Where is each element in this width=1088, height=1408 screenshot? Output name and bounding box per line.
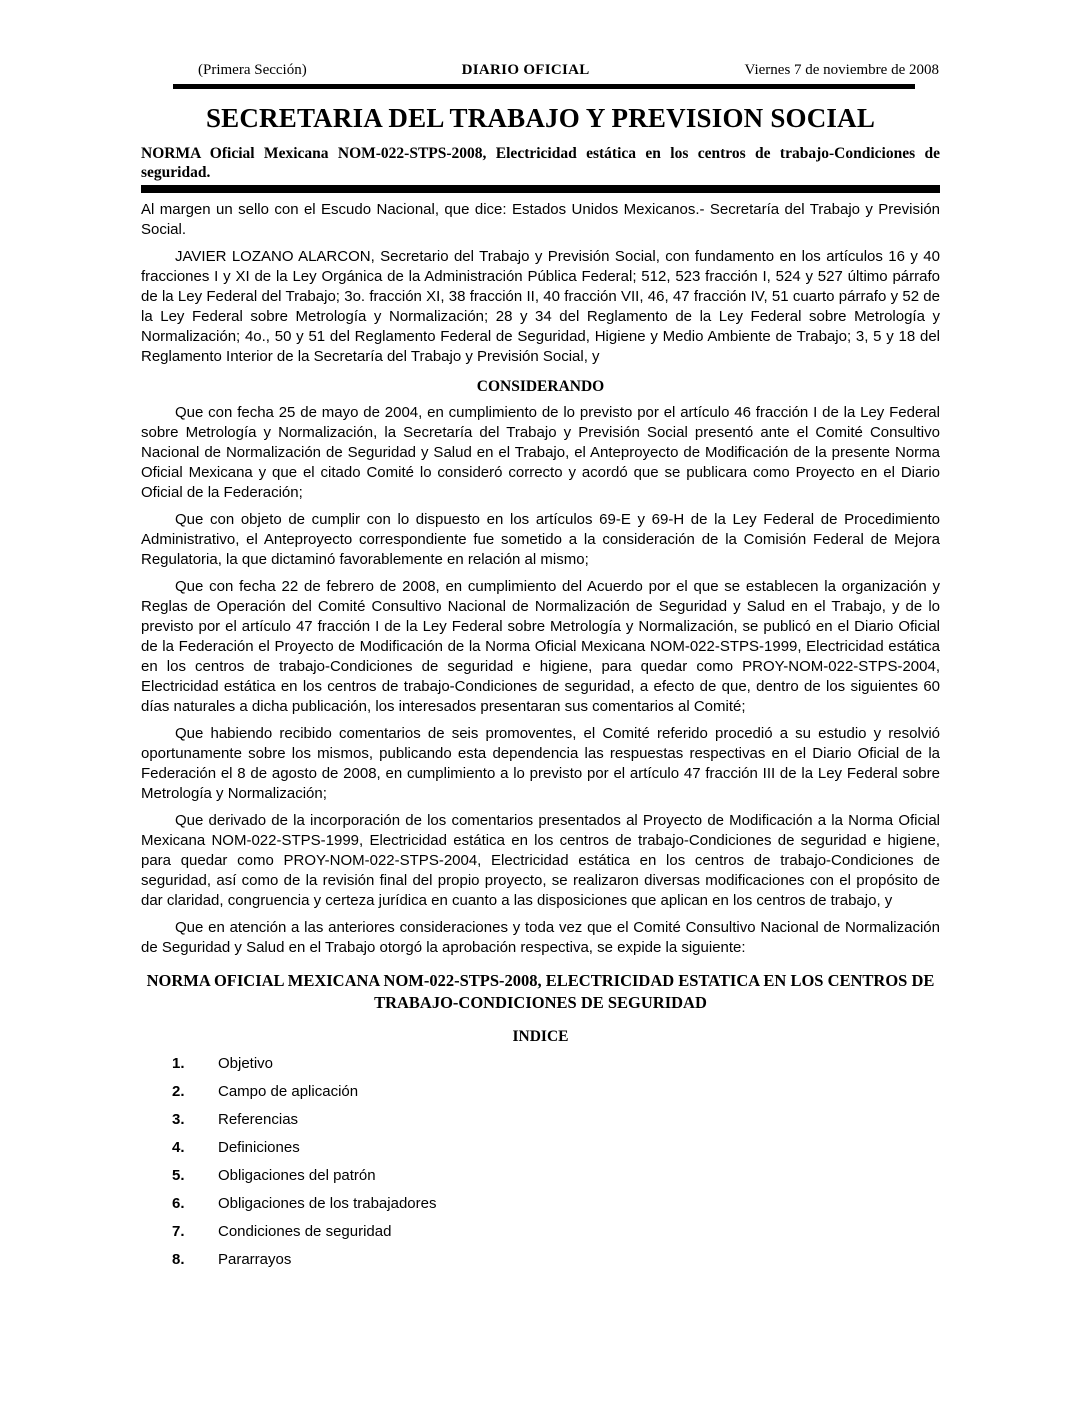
paragraph-javier-lozano: JAVIER LOZANO ALARCON, Secretario del Trabajo y Previsión Social, con fundamento en los artículos 16 y 40 fracciones I y XI de la Ley Orgánica de la Administración Pública Federal; 512, 523 fracción I, 524 y 527 último párrafo de la Ley Federal del Trabajo; 3o. fracción XI, 38 fracción II, 40 fracción VII, 46, 47 fracción IV, 51 cuarto párrafo y 52 de la Ley Federal sobre Metrología y Normalización; 28 y 34 del Reglamento de la Ley Federal sobre Metrología y Normalización; 4o., 50 y 51 del Reglamento Federal de Seguridad, Higiene y Medio Ambiente de Trabajo; 3, 5 y 18 del Reglamento Interior de la Secretaría del Trabajo y Previsión Social, y [141,248,940,365]
header-date: Viernes 7 de noviembre de 2008 [744,62,939,78]
considerando-paragraph-2: Que con objeto de cumplir con lo dispuesto en los artículos 69-E y 69-H de la Ley Federal de Procedimiento Administrativo, el Anteproyecto correspondiente fue sometido a la consideración de la Comisión Federal de Mejora Regulatoria, la que dictaminó favorablemente en relación al mismo; [141,511,940,568]
index-item-number: 2. [172,1083,185,1100]
index-list [141,1054,940,1270]
index-item-label: Condiciones de seguridad [218,1223,392,1240]
index-item [141,1250,940,1270]
index-item [141,1222,940,1242]
index-item-label: Pararrayos [218,1251,292,1268]
paragraph-al-margen: Al margen un sello con el Escudo Nacional, que dice: Estados Unidos Mexicanos.- Secretaría del Trabajo y Previsión Social. [141,201,940,238]
index-item-label: Obligaciones de los trabajadores [218,1195,437,1212]
considerando-paragraph-3: Que con fecha 22 de febrero de 2008, en cumplimiento del Acuerdo por el que se establecen la organización y Reglas de Operación del Comité Consultivo Nacional de Normalización de Seguridad y Salud en el Trabajo, y de lo previsto por el artículo 47 fracción I de la Ley Federal sobre Metrología y Normalización, se publicó en el Diario Oficial de la Federación el Proyecto de Modificación de la Norma Oficial Mexicana NOM-022-STPS-1999, Electricidad estática en los centros de trabajo-Condiciones de seguridad e higiene, para quedar como PROY-NOM-022-STPS-2004, Electricidad estática en los centros de trabajo-Condiciones de seguridad, a efecto de que, dentro de los siguientes 60 días naturales a dicha publicación, los interesados presentaran sus comentarios al Comité; [141,578,940,715]
subject-line: NORMA Oficial Mexicana NOM-022-STPS-2008, Electricidad estática en los centros de trabajo-Condiciones de seguridad. [141,145,940,181]
divider-bar [141,185,940,193]
index-item [141,1110,940,1130]
norma-title-line2: TRABAJO-CONDICIONES DE SEGURIDAD [374,993,707,1012]
index-item-number: 3. [172,1111,185,1128]
index-item-number: 6. [172,1195,185,1212]
index-item-number: 8. [172,1251,185,1268]
considerando-paragraph-5: Que derivado de la incorporación de los comentarios presentados al Proyecto de Modificación a la Norma Oficial Mexicana NOM-022-STPS-1999, Electricidad estática en los centros de trabajo-Condiciones de seguridad e higiene, para quedar como PROY-NOM-022-STPS-2004, Electricidad estática en los centros de trabajo-Condiciones de seguridad, así como de la revisión final del propio proyecto, se realizaron diversas modificaciones con el propósito de dar claridad, congruencia y certeza jurídica en cuanto a las disposiciones que aplican en los centros de trabajo, y [141,812,940,909]
index-item-label: Referencias [218,1111,299,1128]
index-item [141,1082,940,1102]
index-item-number: 5. [172,1167,185,1184]
considerando-paragraph-6: Que en atención a las anteriores consideraciones y toda vez que el Comité Consultivo Nacional de Normalización de Seguridad y Salud en el Trabajo otorgó la aprobación respectiva, se expide la siguiente: [141,919,940,956]
header-rule [173,84,915,89]
index-item [141,1194,940,1214]
index-item-label: Campo de aplicación [218,1083,359,1100]
index-item-number: 7. [172,1223,185,1240]
considerando-paragraph-1: Que con fecha 25 de mayo de 2004, en cumplimiento de lo previsto por el artículo 46 fracción I de la Ley Federal sobre Metrología y Normalización, la Secretaría del Trabajo y Previsión Social presentó ante el Comité Consultivo Nacional de Normalización de Seguridad y Salud en el Trabajo, el Anteproyecto de Modificación de la presente Norma Oficial Mexicana y que el citado Comité lo consideró correcto y acordó que se publicara como Proyecto en el Diario Oficial de la Federación; [141,404,940,501]
index-item [141,1138,940,1158]
indice-heading: INDICE [512,1028,569,1045]
index-item-label: Definiciones [218,1139,300,1156]
norma-title-line1: NORMA OFICIAL MEXICANA NOM-022-STPS-2008, ELECTRICIDAD ESTATICA EN LOS CENTROS DE [146,971,935,990]
index-item-label: Obligaciones del patrón [218,1167,376,1184]
index-item-label: Objetivo [218,1055,274,1072]
index-item [141,1166,940,1186]
index-item [141,1054,940,1074]
header-section-label: (Primera Sección) [198,62,307,78]
header-publication-name: DIARIO OFICIAL [461,62,590,78]
page-header [141,62,940,79]
considerando-paragraph-4: Que habiendo recibido comentarios de seis promoventes, el Comité referido procedió a su estudio y resolvió oportunamente sobre los mismos, publicando esta dependencia las respuestas respectivas en el Diario Oficial de la Federación el 8 de agosto de 2008, en cumplimiento a lo previsto por el artículo 47 fracción III de la Ley Federal sobre Metrología y Normalización; [141,725,940,802]
index-item-number: 4. [172,1139,185,1156]
agency-title: SECRETARIA DEL TRABAJO Y PREVISION SOCIAL [205,103,876,133]
index-item-number: 1. [172,1055,185,1072]
considerando-heading: CONSIDERANDO [476,378,605,395]
norma-title [141,970,940,1014]
